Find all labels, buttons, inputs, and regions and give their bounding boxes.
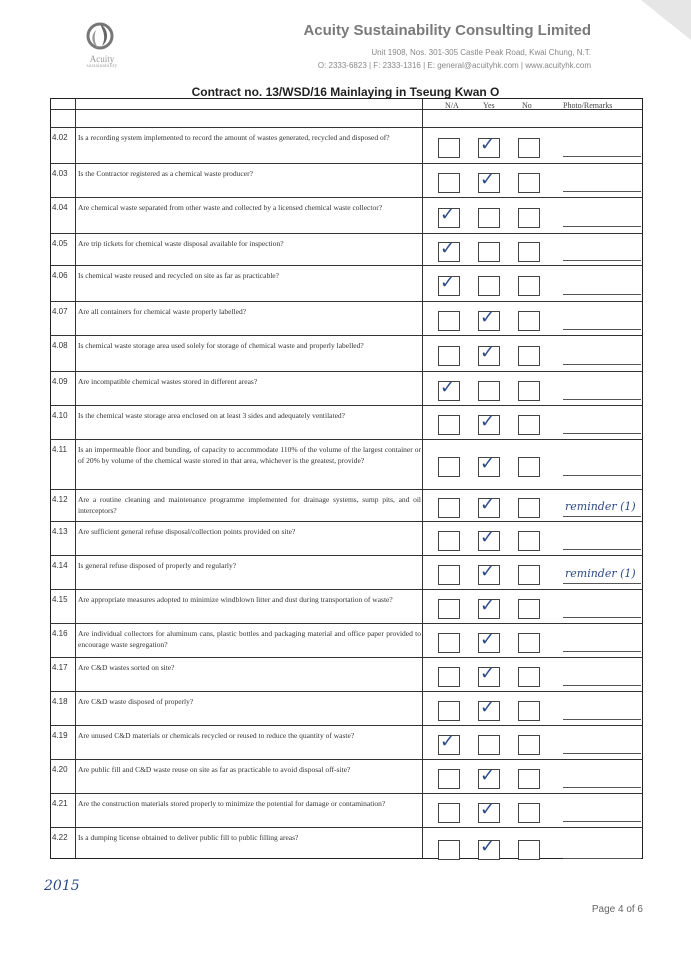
checklist-table xyxy=(50,98,643,859)
checkbox-no[interactable] xyxy=(518,346,540,366)
table-row xyxy=(51,405,642,439)
item-number: 4.11 xyxy=(52,445,67,454)
checkbox-no[interactable] xyxy=(518,633,540,653)
item-question: Are C&D waste disposed of properly? xyxy=(78,697,194,706)
contract-title: Contract no. 13/WSD/16 Mainlaying in Tseung Kwan O xyxy=(191,85,500,99)
checkbox-no[interactable] xyxy=(518,840,540,860)
item-question: Are the construction materials stored properly to minimize the potential for damage or contamination? xyxy=(78,799,386,808)
remarks-line xyxy=(563,433,641,434)
checkbox-no[interactable] xyxy=(518,242,540,262)
company-address: Unit 1908, Nos. 301-305 Castle Peak Road, Kwai Chung, N.T. xyxy=(371,48,591,57)
checkbox-yes[interactable] xyxy=(478,765,500,789)
checkbox-yes[interactable] xyxy=(478,663,500,687)
table-row xyxy=(51,233,642,265)
check-mark-icon: ✓ xyxy=(480,629,496,650)
checkbox-na[interactable] xyxy=(438,173,460,193)
table-row xyxy=(51,691,642,725)
checkbox-na[interactable] xyxy=(438,272,460,296)
page-fold-corner xyxy=(621,0,691,40)
item-number: 4.17 xyxy=(52,663,68,672)
item-number: 4.22 xyxy=(52,833,68,842)
header-photo-remarks: Photo/Remarks xyxy=(563,101,613,110)
table-row xyxy=(51,335,642,371)
item-number: 4.19 xyxy=(52,731,68,740)
remarks-line xyxy=(563,475,641,476)
checkbox-no[interactable] xyxy=(518,457,540,477)
check-mark-icon: ✓ xyxy=(480,134,496,155)
item-number: 4.18 xyxy=(52,697,68,706)
table-row xyxy=(51,265,642,301)
remarks-line xyxy=(563,329,641,330)
header-no: No xyxy=(522,101,532,110)
checkbox-na[interactable] xyxy=(438,769,460,789)
check-mark-icon: ✓ xyxy=(440,204,456,225)
checkbox-no[interactable] xyxy=(518,667,540,687)
checkbox-yes[interactable] xyxy=(478,208,500,228)
header-na: N/A xyxy=(445,101,459,110)
check-mark-icon: ✓ xyxy=(480,342,496,363)
checkbox-na[interactable] xyxy=(438,457,460,477)
check-mark-icon: ✓ xyxy=(480,527,496,548)
check-mark-icon: ✓ xyxy=(480,169,496,190)
item-number: 4.20 xyxy=(52,765,68,774)
checkbox-na[interactable] xyxy=(438,840,460,860)
item-number: 4.10 xyxy=(52,411,68,420)
item-question: Are incompatible chemical wastes stored in different areas? xyxy=(78,377,258,386)
remarks-line xyxy=(563,858,641,859)
item-number: 4.21 xyxy=(52,799,68,808)
check-mark-icon: ✓ xyxy=(480,663,496,684)
table-row xyxy=(51,725,642,759)
table-row xyxy=(51,589,642,623)
logo-subtitle: sustainability xyxy=(86,64,118,69)
checkbox-no[interactable] xyxy=(518,565,540,585)
checkbox-yes[interactable] xyxy=(478,411,500,435)
check-mark-icon: ✓ xyxy=(440,377,456,398)
checkbox-no[interactable] xyxy=(518,531,540,551)
check-mark-icon: ✓ xyxy=(440,272,456,293)
item-number: 4.07 xyxy=(52,307,68,316)
checkbox-na[interactable] xyxy=(438,731,460,755)
checkbox-yes[interactable] xyxy=(478,527,500,551)
checkbox-na[interactable] xyxy=(438,311,460,331)
checkbox-na[interactable] xyxy=(438,565,460,585)
checkbox-na[interactable] xyxy=(438,377,460,401)
remarks-line xyxy=(563,191,641,192)
item-question: Are unused C&D materials or chemicals recycled or reused to reduce the quantity of waste? xyxy=(78,731,355,740)
check-mark-icon: ✓ xyxy=(480,799,496,820)
item-number: 4.15 xyxy=(52,595,68,604)
checkbox-na[interactable] xyxy=(438,531,460,551)
company-logo xyxy=(74,16,130,78)
check-mark-icon: ✓ xyxy=(480,595,496,616)
item-question: Are individual collectors for aluminum cans, plastic bottles and packaging material and office paper provided to encourage waste segregation? xyxy=(78,629,421,649)
remarks-line xyxy=(563,226,641,227)
check-mark-icon: ✓ xyxy=(480,697,496,718)
table-row xyxy=(51,827,642,867)
logo-name: Acuity xyxy=(89,54,115,64)
checkbox-yes[interactable] xyxy=(478,735,500,755)
item-question: Is the chemical waste storage area enclosed on at least 3 sides and adequately ventilated? xyxy=(78,411,345,420)
checkbox-yes[interactable] xyxy=(478,595,500,619)
remarks-line xyxy=(563,753,641,754)
check-mark-icon: ✓ xyxy=(480,411,496,432)
remarks-line xyxy=(563,516,641,517)
checkbox-na[interactable] xyxy=(438,138,460,158)
checkbox-yes[interactable] xyxy=(478,494,500,518)
header-yes: Yes xyxy=(483,101,495,110)
table-row xyxy=(51,301,642,335)
checkbox-yes[interactable] xyxy=(478,453,500,477)
header-divider xyxy=(51,109,642,110)
check-mark-icon: ✓ xyxy=(440,731,456,752)
table-row xyxy=(51,163,642,197)
checkbox-na[interactable] xyxy=(438,415,460,435)
table-row xyxy=(51,489,642,521)
checkbox-yes[interactable] xyxy=(478,629,500,653)
item-number: 4.02 xyxy=(52,133,68,142)
item-number: 4.12 xyxy=(52,495,68,504)
checkbox-no[interactable] xyxy=(518,498,540,518)
checkbox-yes[interactable] xyxy=(478,276,500,296)
item-question: Are sufficient general refuse disposal/collection points provided on site? xyxy=(78,527,296,536)
remarks-line xyxy=(563,156,641,157)
table-row xyxy=(51,657,642,691)
item-question: Are a routine cleaning and maintenance programme implemented for drainage systems, sump pits, and oil interceptors? xyxy=(78,495,421,515)
checkbox-no[interactable] xyxy=(518,769,540,789)
table-row xyxy=(51,521,642,555)
checkbox-na[interactable] xyxy=(438,204,460,228)
checkbox-yes[interactable] xyxy=(478,169,500,193)
table-row xyxy=(51,555,642,589)
checkbox-na[interactable] xyxy=(438,346,460,366)
item-number: 4.14 xyxy=(52,561,68,570)
company-contacts: O: 2333-6823 | F: 2333-1316 | E: general@acuityhk.com | www.acuityhk.com xyxy=(317,61,591,70)
checkbox-na[interactable] xyxy=(438,599,460,619)
item-number: 4.13 xyxy=(52,527,68,536)
table-row xyxy=(51,371,642,405)
item-question: Is the Contractor registered as a chemical waste producer? xyxy=(78,169,253,178)
logo-wordmark xyxy=(74,54,130,69)
checkbox-na[interactable] xyxy=(438,667,460,687)
checkbox-yes[interactable] xyxy=(478,799,500,823)
item-number: 4.05 xyxy=(52,239,68,248)
check-mark-icon: ✓ xyxy=(480,836,496,857)
item-number: 4.09 xyxy=(52,377,68,386)
checkbox-na[interactable] xyxy=(438,498,460,518)
checkbox-no[interactable] xyxy=(518,311,540,331)
checkbox-na[interactable] xyxy=(438,803,460,823)
logo-emblem-icon xyxy=(74,16,130,56)
check-mark-icon: ✓ xyxy=(480,494,496,515)
remarks-line xyxy=(563,549,641,550)
table-row xyxy=(51,759,642,793)
checkbox-no[interactable] xyxy=(518,599,540,619)
handwritten-remark: reminder (1) xyxy=(565,567,636,580)
item-question: Is chemical waste reused and recycled on site as far as practicable? xyxy=(78,271,279,280)
checkbox-na[interactable] xyxy=(438,238,460,262)
remarks-line xyxy=(563,399,641,400)
checkbox-no[interactable] xyxy=(518,138,540,158)
table-row xyxy=(51,623,642,657)
check-mark-icon: ✓ xyxy=(480,453,496,474)
checkbox-no[interactable] xyxy=(518,735,540,755)
checkbox-no[interactable] xyxy=(518,208,540,228)
item-question: Is general refuse disposed of properly and regularly? xyxy=(78,561,237,570)
item-number: 4.04 xyxy=(52,203,68,212)
checkbox-yes[interactable] xyxy=(478,342,500,366)
company-name: Acuity Sustainability Consulting Limited xyxy=(303,22,591,39)
item-question: Is chemical waste storage area used solely for storage of chemical waste and properly labelled? xyxy=(78,341,364,350)
remarks-line xyxy=(563,617,641,618)
checkbox-yes[interactable] xyxy=(478,307,500,331)
item-number: 4.03 xyxy=(52,169,68,178)
remarks-line xyxy=(563,260,641,261)
remarks-line xyxy=(563,719,641,720)
checkbox-yes[interactable] xyxy=(478,561,500,585)
checkbox-yes[interactable] xyxy=(478,697,500,721)
item-question: Is a recording system implemented to record the amount of wastes generated, recycled and disposed of? xyxy=(78,133,390,142)
item-question: Are all containers for chemical waste properly labelled? xyxy=(78,307,247,316)
check-mark-icon: ✓ xyxy=(480,561,496,582)
page-number: Page 4 of 6 xyxy=(591,904,643,915)
check-mark-icon: ✓ xyxy=(440,238,456,259)
checkbox-na[interactable] xyxy=(438,701,460,721)
remarks-line xyxy=(563,294,641,295)
item-number: 4.16 xyxy=(52,629,68,638)
table-row xyxy=(51,793,642,827)
checkbox-yes[interactable] xyxy=(478,134,500,158)
item-question: Are chemical waste separated from other waste and collected by a licensed chemical waste collector? xyxy=(78,203,383,212)
remarks-line xyxy=(563,821,641,822)
remarks-line xyxy=(563,651,641,652)
checkbox-yes[interactable] xyxy=(478,836,500,860)
checkbox-yes[interactable] xyxy=(478,242,500,262)
item-question: Are appropriate measures adopted to minimize windblown litter and dust during transportation of waste? xyxy=(78,595,393,604)
item-number: 4.06 xyxy=(52,271,68,280)
check-mark-icon: ✓ xyxy=(480,765,496,786)
checkbox-no[interactable] xyxy=(518,415,540,435)
handwritten-remark: reminder (1) xyxy=(565,500,636,513)
check-mark-icon: ✓ xyxy=(480,307,496,328)
checkbox-na[interactable] xyxy=(438,633,460,653)
checkbox-yes[interactable] xyxy=(478,381,500,401)
item-question: Is a dumping license obtained to deliver public fill to public filling areas? xyxy=(78,833,299,842)
remarks-line xyxy=(563,364,641,365)
item-question: Is an impermeable floor and bunding, of capacity to accommodate 110% of the volume of the largest container or of 20% by volume of the chemical waste stored in that area, whichever is the greatest, provide? xyxy=(78,445,421,465)
remarks-line xyxy=(563,685,641,686)
table-row xyxy=(51,439,642,489)
item-number: 4.08 xyxy=(52,341,68,350)
checkbox-no[interactable] xyxy=(518,276,540,296)
checkbox-no[interactable] xyxy=(518,381,540,401)
remarks-line xyxy=(563,787,641,788)
item-question: Are trip tickets for chemical waste disposal available for inspection? xyxy=(78,239,284,248)
checkbox-no[interactable] xyxy=(518,803,540,823)
table-row xyxy=(51,197,642,233)
item-question: Are C&D wastes sorted on site? xyxy=(78,663,175,672)
checkbox-no[interactable] xyxy=(518,173,540,193)
remarks-line xyxy=(563,583,641,584)
handwritten-year: 2015 xyxy=(44,878,80,894)
checkbox-no[interactable] xyxy=(518,701,540,721)
table-row xyxy=(51,127,642,163)
item-question: Are public fill and C&D waste reuse on site as far as practicable to avoid disposal off-site? xyxy=(78,765,351,774)
